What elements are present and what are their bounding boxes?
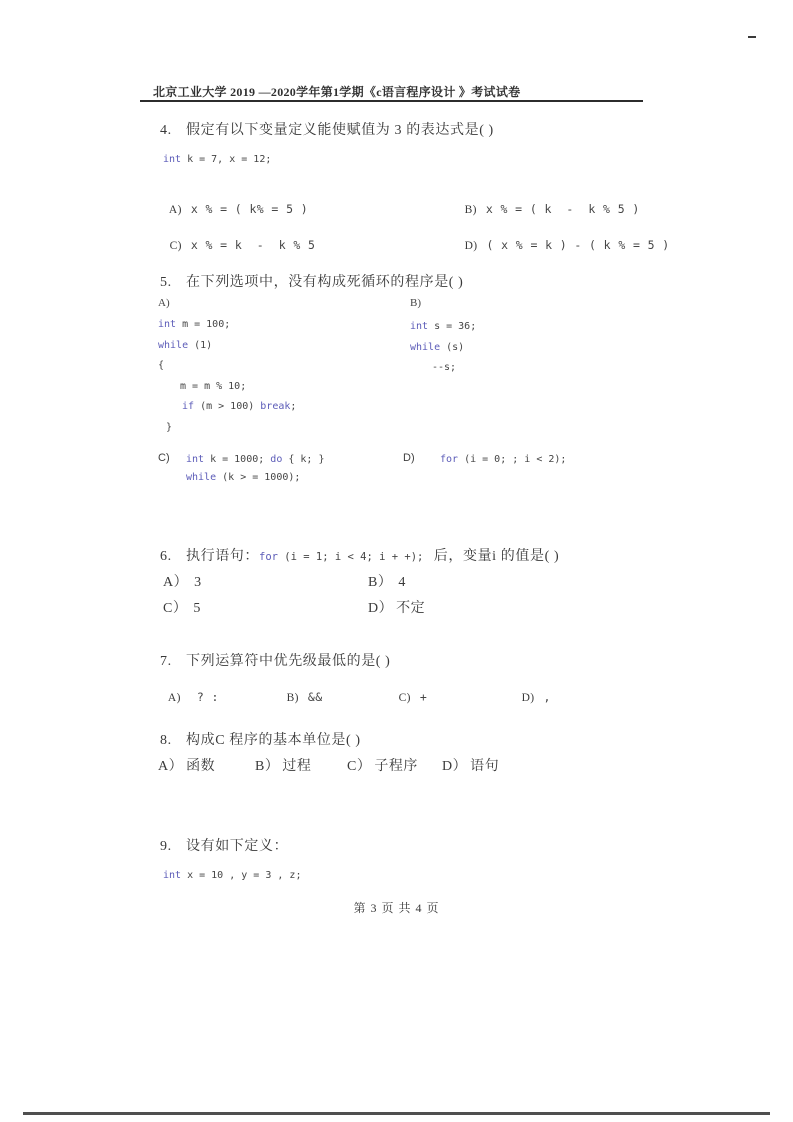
q8-stem-text: 构成C 程序的基本单位是( )	[186, 733, 361, 748]
q8-number: 8.	[160, 733, 172, 748]
q8-option-c-label: C）	[347, 759, 372, 774]
q7-option-d-text: ,	[543, 690, 551, 704]
q6-option-d	[368, 597, 425, 617]
q7-option-d-label: D)	[521, 692, 535, 704]
q7-option-a-label: A)	[167, 692, 181, 704]
q5-code-d: for (i = 0; ; i < 2);	[440, 454, 567, 465]
q4-option-c-label: C)	[169, 240, 182, 252]
q6-option-b-text: 4	[398, 575, 406, 590]
q5-stem	[160, 271, 463, 291]
q7-stem	[160, 650, 390, 670]
q6-option-b	[368, 571, 406, 591]
q8-option-d-text: 语句	[470, 759, 500, 774]
q9-code: int x = 10 , y = 3 , z;	[163, 870, 302, 881]
q4-code: int k = 7, x = 12;	[163, 154, 272, 165]
q5-option-b-label: B)	[410, 297, 421, 309]
q8-option-b	[255, 755, 311, 775]
q4-stem	[160, 119, 494, 139]
q8-option-d-label: D）	[442, 759, 468, 774]
q5-code-c: int k = 1000; do { k; } while (k > = 1000);	[186, 454, 325, 483]
q4-option-b-label: B)	[464, 204, 477, 216]
q4-option-c-text: x % = k - k % 5	[190, 238, 316, 252]
q5-option-a-label: A)	[158, 297, 170, 309]
q7-option-c	[392, 678, 427, 704]
q7-option-a-text: ? :	[196, 690, 219, 704]
q4-option-d-text: ( x % = k ) - ( k % = 5 )	[486, 238, 670, 252]
q7-option-b-text: &&	[307, 690, 323, 704]
q5-code-a: int m = 100; while (1) { m = m % 10; if (m > 100) break; }	[158, 319, 297, 433]
q8-option-d	[442, 755, 499, 775]
q5-option-d-label: D)	[403, 452, 415, 464]
header-rule	[140, 100, 643, 102]
q4-option-d-label: D)	[464, 240, 478, 252]
q8-option-a-text: 函数	[186, 759, 216, 774]
q7-stem-text: 下列运算符中优先级最低的是( )	[186, 654, 391, 669]
bottom-rule	[23, 1112, 770, 1115]
q4-option-b-text: x % = ( k - k % 5 )	[485, 202, 640, 216]
q8-option-b-text: 过程	[282, 759, 312, 774]
q4-option-c	[163, 226, 315, 252]
q5-stem-text: 在下列选项中，没有构成死循环的程序是( )	[186, 275, 464, 290]
q9-stem	[160, 835, 288, 855]
q5-number: 5.	[160, 275, 172, 290]
q7-number: 7.	[160, 654, 172, 669]
q6-option-d-label: D）	[368, 601, 394, 616]
q8-option-c	[347, 755, 418, 775]
q4-option-d	[458, 226, 670, 252]
q4-number: 4.	[160, 123, 172, 138]
q5-code-b: int s = 36; while (s) --s;	[410, 321, 477, 373]
q4-option-a	[163, 190, 308, 216]
q7-option-c-text: +	[419, 690, 428, 704]
q6-option-c-text: 5	[193, 601, 201, 616]
q6-stem-text: 执行语句：for (i = 1; i < 4; i + +); 后，变量i 的值是( )	[186, 549, 560, 564]
q4-option-b	[458, 190, 640, 216]
q8-option-b-label: B）	[255, 759, 280, 774]
q6-number: 6.	[160, 549, 172, 564]
q8-option-c-text: 子程序	[374, 759, 418, 774]
q7-option-b	[280, 678, 323, 704]
q7-option-a	[162, 678, 219, 704]
q4-option-a-label: A)	[168, 204, 182, 216]
q5-option-c-label: C)	[158, 452, 170, 464]
q6-option-a-text: 3	[194, 575, 202, 590]
q8-stem	[160, 729, 361, 749]
q4-option-a-text: x % = ( k% = 5 )	[190, 202, 309, 216]
q7-option-b-label: B)	[286, 692, 299, 704]
q8-option-a-label: A）	[158, 759, 184, 774]
page-footer: 第 3 页 共 4 页	[353, 901, 440, 915]
q8-option-a	[158, 755, 215, 775]
q7-option-d	[515, 678, 551, 704]
q6-option-c-label: C）	[163, 601, 188, 616]
q6-stem	[160, 545, 559, 565]
q9-number: 9.	[160, 839, 172, 854]
scan-corner-mark	[748, 36, 756, 38]
q6-option-c	[163, 597, 201, 617]
q6-option-b-label: B）	[368, 575, 393, 590]
q4-stem-text: 假定有以下变量定义能使赋值为 3 的表达式是( )	[186, 123, 494, 138]
q7-option-c-label: C)	[398, 692, 411, 704]
exam-title: 北京工业大学 2019 —2020学年第1学期《c语言程序设计 》考试试卷	[153, 85, 521, 99]
q6-option-a	[163, 571, 202, 591]
q6-option-a-label: A）	[163, 575, 189, 590]
q9-stem-text: 设有如下定义：	[186, 839, 289, 854]
q6-option-d-text: 不定	[396, 601, 426, 616]
